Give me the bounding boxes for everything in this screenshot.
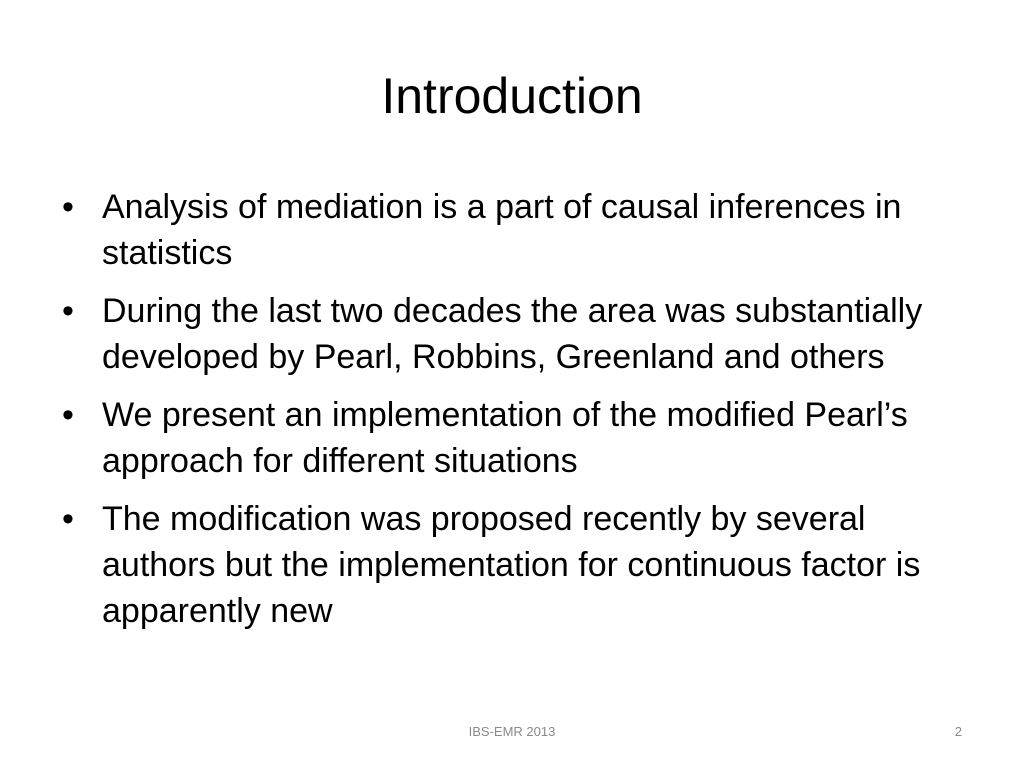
bullet-text: During the last two decades the area was substantially developed by Pearl, Robbins, Greenland and others bbox=[102, 292, 923, 376]
bullet-item bbox=[58, 496, 958, 634]
bullet-dot-icon: • bbox=[62, 396, 74, 434]
bullet-text: We present an implementation of the modified Pearl’s approach for different situations bbox=[102, 396, 908, 480]
bullet-list bbox=[58, 184, 958, 646]
bullet-item bbox=[58, 288, 958, 380]
bullet-item bbox=[58, 184, 958, 276]
bullet-dot-icon: • bbox=[62, 500, 74, 538]
footer-text: IBS-EMR 2013 bbox=[468, 724, 556, 739]
bullet-text: The modification was proposed recently by several authors but the implementation for continuous factor is apparently new bbox=[102, 500, 921, 630]
page-number: 2 bbox=[954, 724, 962, 739]
bullet-dot-icon: • bbox=[62, 292, 74, 330]
slide-title: Introduction bbox=[381, 68, 643, 124]
bullet-text: Analysis of mediation is a part of causal inferences in statistics bbox=[102, 188, 902, 272]
bullet-item bbox=[58, 392, 958, 484]
bullet-dot-icon: • bbox=[62, 188, 74, 226]
